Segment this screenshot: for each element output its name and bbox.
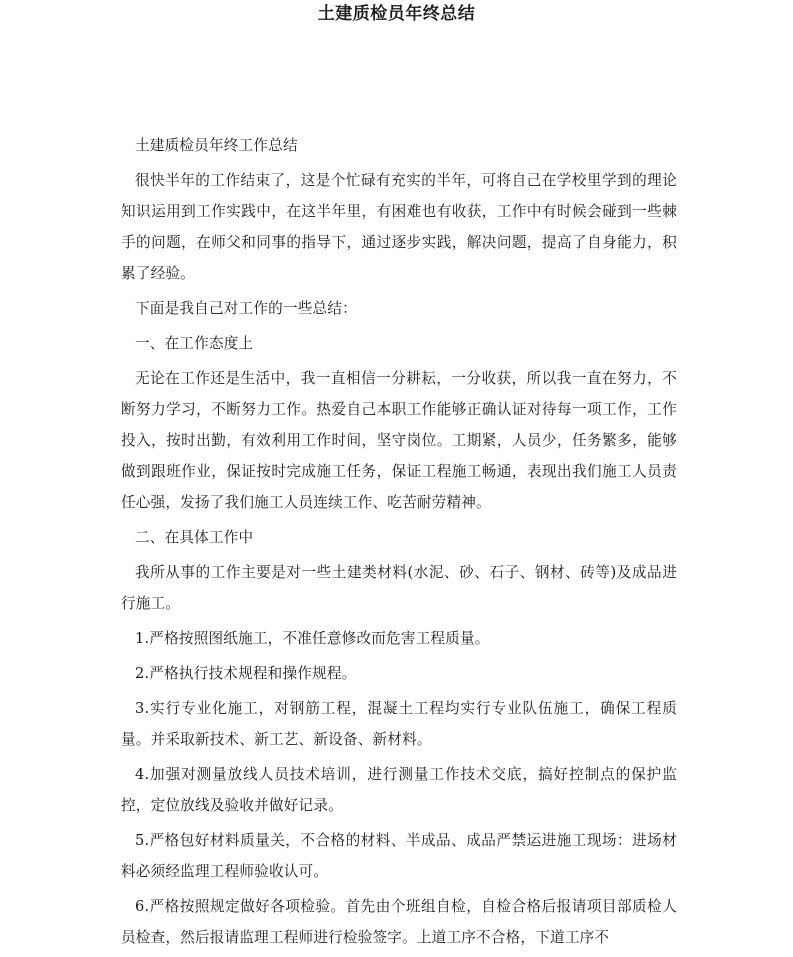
attitude-paragraph: 无论在工作还是生活中，我一直相信一分耕耘，一分收获，所以我一直在努力，不断努力学习，不断努力工作。热爱自己本职工作能够正确认证对待每一项工作，工作投入，按时出勤，有效利用工作时间，坚守岗位。工期紧，人员少，任务繁多，能够做到跟班作业，保证按时完成施工任务，保证工程施工畅通，表现出我们施工人员责任心强，发扬了我们施工人员连续工作、吃苦耐劳精神。 xyxy=(121,370,677,511)
summary-lead-paragraph: 下面是我自己对工作的一些总结： xyxy=(135,300,357,317)
list-item-3: 3.实行专业化施工，对钢筋工程，混凝土工程均实行专业队伍施工，确保工程质量。并采取新技术、新工艺、新设备、新材料。 xyxy=(121,700,677,748)
list-item-2: 2.严格执行技术规程和操作规程。 xyxy=(135,665,357,682)
intro-paragraph: 很快半年的工作结束了，这是个忙碌有充实的半年，可将自己在学校里学到的理论知识运用到工作实践中，在这半年里，有困难也有收获，工作中有时候会碰到一些棘手的问题，在师父和同事的指导下，通过逐步实践，解决问题，提高了自身能力，积累了经验。 xyxy=(121,172,677,282)
document-title: 土建质检员年终总结 xyxy=(317,4,476,24)
list-item-4: 4.加强对测量放线人员技术培训，进行测量工作技术交底，搞好控制点的保护监控，定位放线及验收并做好记录。 xyxy=(121,766,677,814)
list-item-1: 1.严格按照图纸施工，不准任意修改而危害工程质量。 xyxy=(135,630,490,647)
section-heading-work: 二、在具体工作中 xyxy=(135,529,254,546)
work-intro-paragraph: 我所从事的工作主要是对一些土建类材料(水泥、砂、石子、钢材、砖等)及成品进行施工。 xyxy=(121,564,677,612)
section-heading-attitude: 一、在工作态度上 xyxy=(135,335,254,352)
document-body xyxy=(121,130,677,957)
list-item-6: 6.严格按照规定做好各项检验。首先由个班组自检，自检合格后报请项目部质检人员检查，然后报请监理工程师进行检验签字。上道工序不合格，下道工序不 xyxy=(121,898,677,946)
subtitle-paragraph: 土建质检员年终工作总结 xyxy=(135,137,298,154)
list-item-5: 5.严格包好材料质量关，不合格的材料、半成品、成品严禁运进施工现场：进场材料必须经监理工程师验收认可。 xyxy=(121,832,677,880)
